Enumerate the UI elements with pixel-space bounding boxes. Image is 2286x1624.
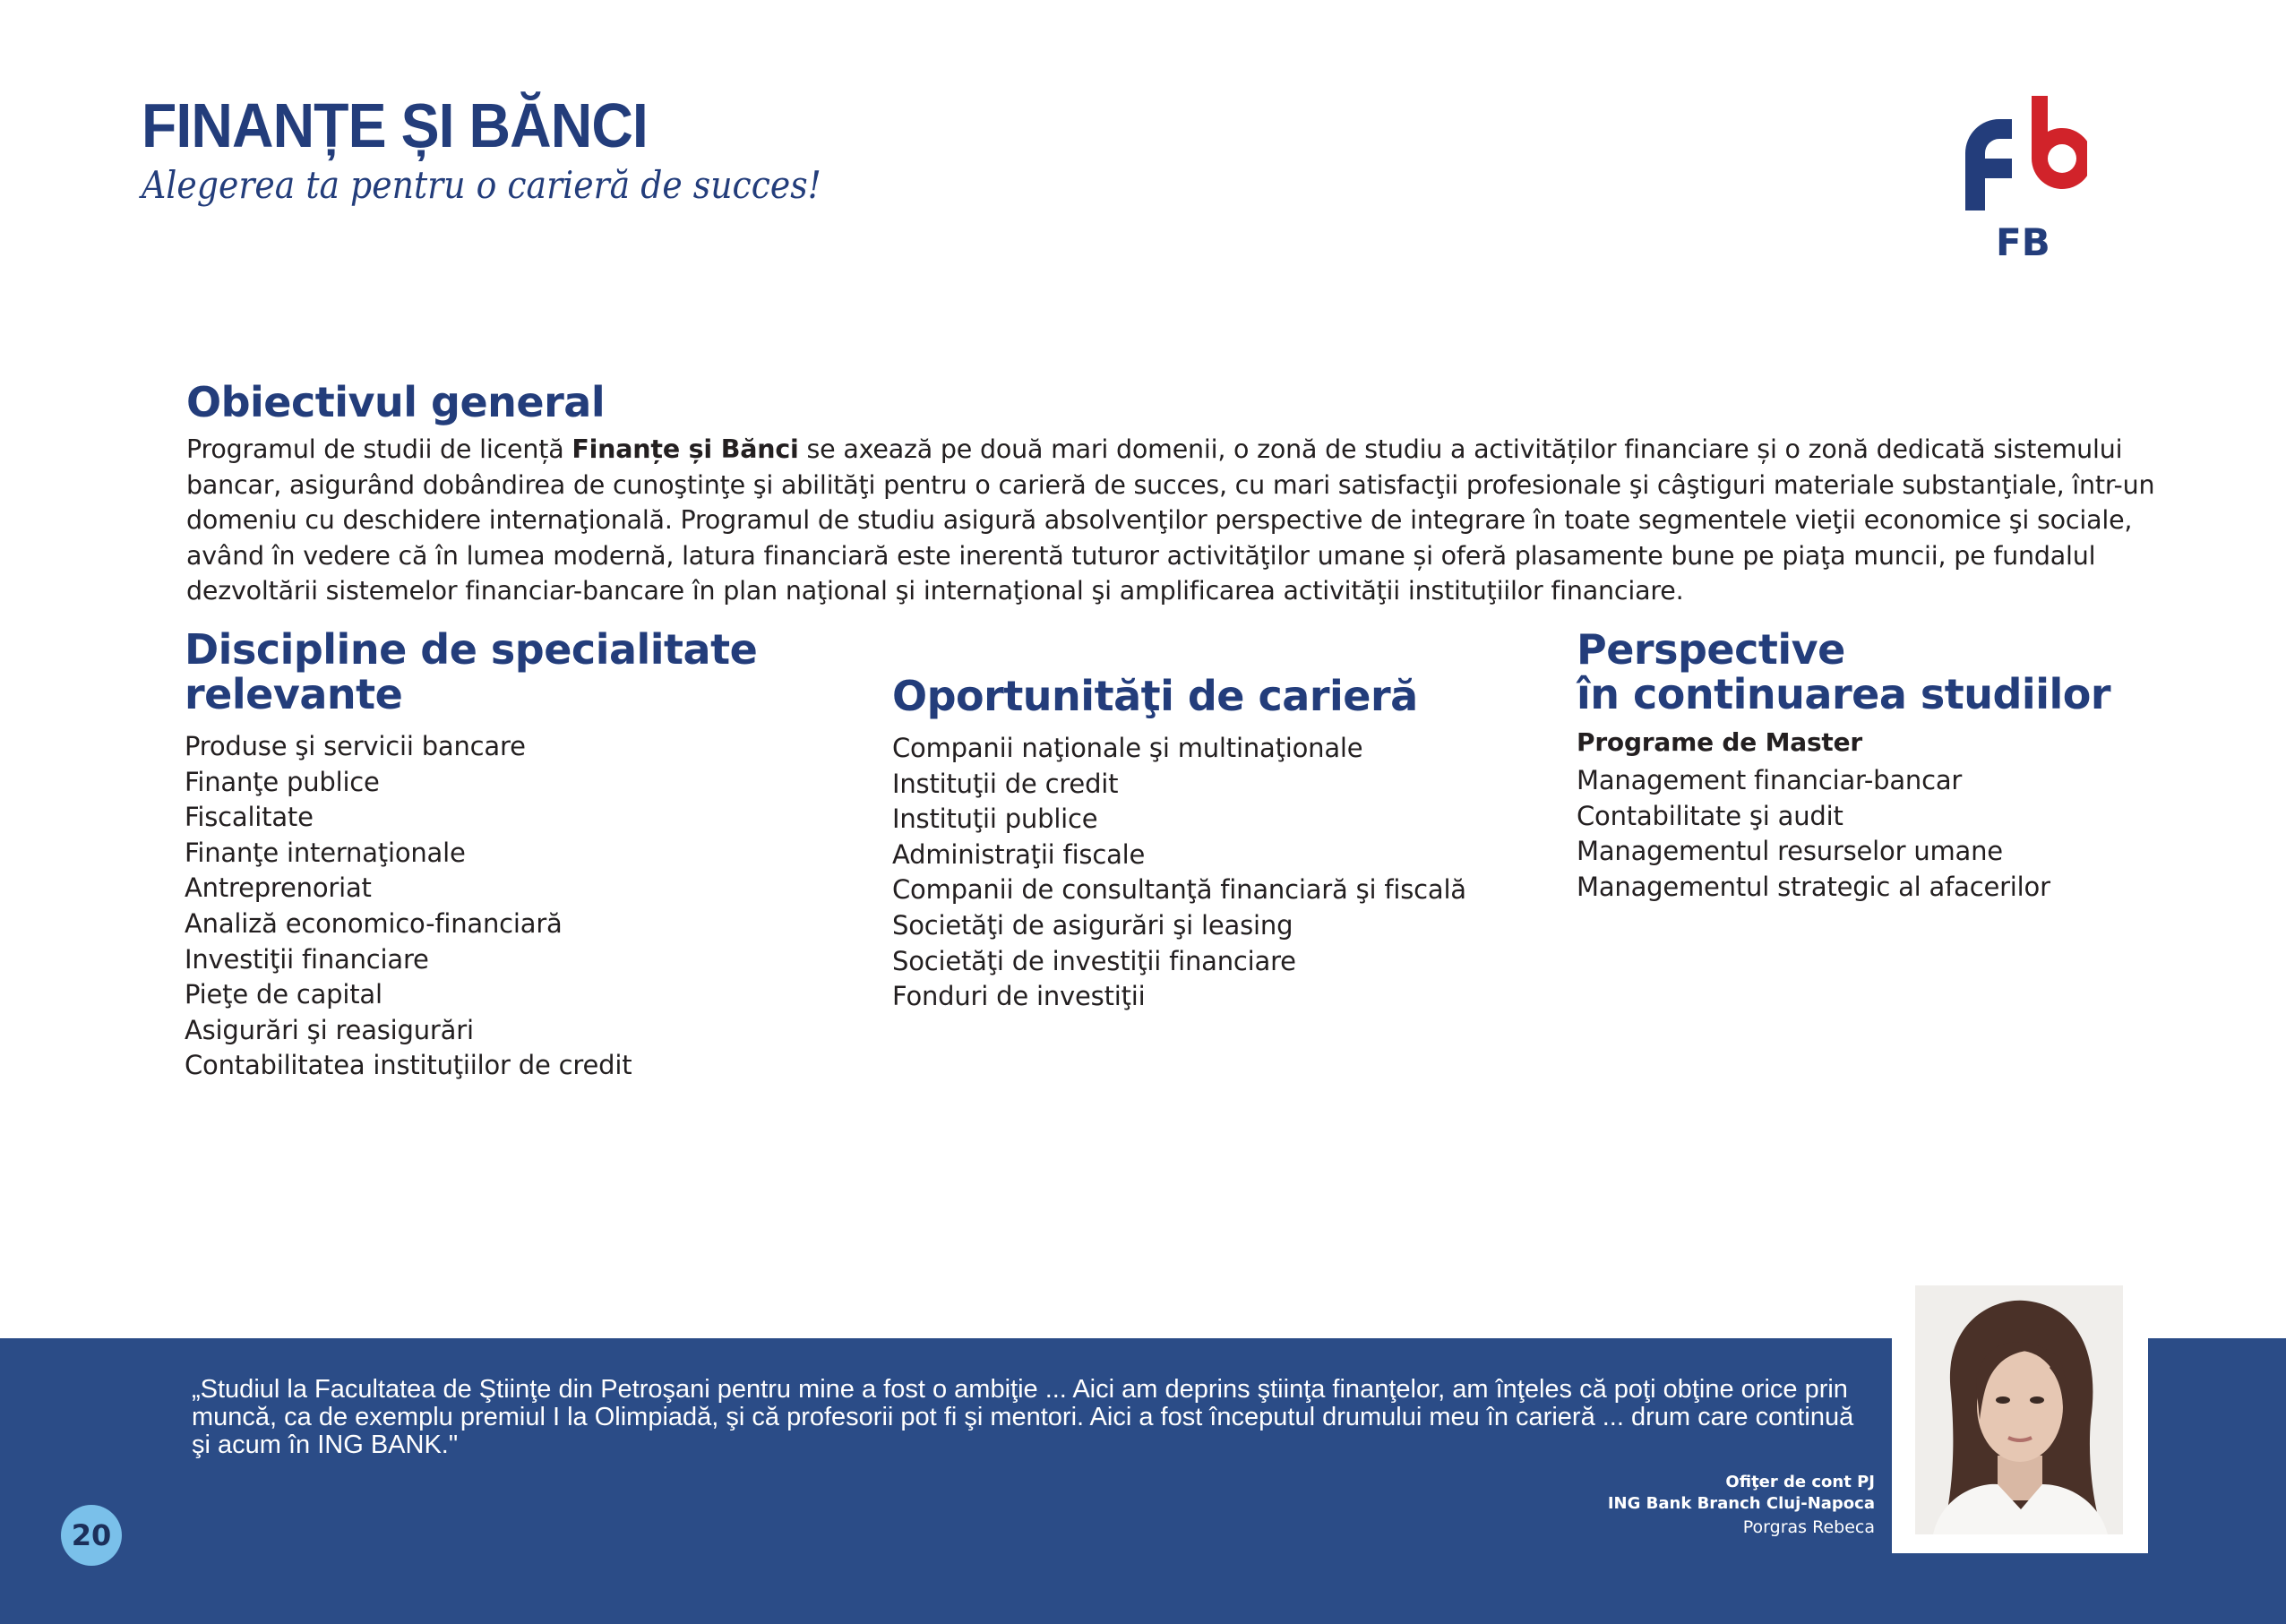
list-item: Companii de consultanţă financiară şi fiscală [892,874,1466,906]
master-programs-subheading: Programe de Master [1577,727,1863,757]
objective-text-start: Programul de studii de licență [186,434,572,464]
list-item: Contabilitatea instituţiilor de credit [185,1050,632,1081]
list-item: Finanţe internaţionale [185,837,466,868]
testimonial-name: Porgras Rebeca [1742,1517,1875,1537]
perspectives-heading-line2: în continuarea studiilor [1577,670,2111,718]
list-item: Produse şi servicii bancare [185,731,526,761]
disciplines-heading-line1: Discipline de specialitate [185,625,758,674]
list-item: Companii naţionale şi multinaţionale [892,733,1363,763]
careers-list [892,731,1466,1015]
list-item: Pieţe de capital [185,979,382,1010]
perspectives-heading [1577,627,2110,717]
list-item: Finanţe publice [185,766,380,797]
list-item: Managementul resurselor umane [1577,836,2003,867]
list-item: Instituţii de credit [892,768,1119,799]
list-item: Fiscalitate [185,802,314,833]
page-title: FINANȚE ȘI BĂNCI [142,90,648,160]
disciplines-heading [185,627,757,717]
disciplines-list [185,729,757,1084]
perspectives-heading-line1: Perspective [1577,625,1845,674]
list-item: Societăţi de investiţii financiare [892,945,1296,976]
perspectives-list [1577,763,2110,905]
list-item: Investiţii financiare [185,943,429,975]
list-item: Instituţii publice [892,803,1098,835]
list-item: Management financiar-bancar [1577,765,1963,795]
list-item: Asigurări şi reasigurări [185,1014,474,1045]
careers-heading: Oportunităţi de carieră [892,672,1418,720]
list-item: Societăţi de asigurări şi leasing [892,909,1293,941]
objective-paragraph [186,432,2157,609]
objective-text-rest: se axează pe două mari domenii, o zonă de studiu a activităților financiare și o zonă dedicată sistemului bancar, asigurând dobândirea de cunoştinţe şi abilităţi pentru o carieră de succes, cu mari satisfacţii profesionale şi câştiguri materiale substanţiale, într-un domeniu cu deschidere internaţională. Programul de studiu asigură absolvenţilor perspective de integrare în toate segmentele vieţii economice şi sociale, având în vedere că în lumea modernă, latura financiară este inerentă tuturor activităţilor umane și oferă plasamente bune pe piaţa muncii, pe fundalul dezvoltării sistemelor financiar-bancare în plan naţional şi internaţional şi amplificarea activităţii instituţiilor financiare. [186,434,2155,606]
testimonial-role: Ofiţer de cont PJ [1725,1473,1875,1491]
list-item: Antreprenoriat [185,872,372,904]
careers-section [892,674,1466,1015]
list-item: Managementul strategic al afacerilor [1577,871,2050,902]
page-number: 20 [61,1505,122,1566]
perspectives-section [1577,627,2110,905]
list-item: Fonduri de investiţii [892,981,1146,1012]
testimonial-photo [1915,1285,2123,1534]
testimonial-quote: „Studiul la Facultatea de Ştiinţe din Petroşani pentru mine a fost o ambiţie ... Aici am deprins ştiinţa finanţelor, am înţeles că poţi obţine orice prin muncă, ca de exemplu premiul I la Olimpiadă, şi că profesorii pot fi şi mentori. Aici a fost începutul drumului meu în carieră ... drum care continuă şi acum în ING BANK." [192,1375,1854,1459]
page-subtitle: Alegerea ta pentru o carieră de succes! [142,163,821,207]
portrait-illustration [1915,1285,2123,1534]
logo-text: FB [1996,220,2050,264]
program-name: Finanțe și Bănci [572,434,799,464]
list-item: Administraţii fiscale [892,838,1146,870]
list-item: Contabilitate şi audit [1577,800,1843,831]
disciplines-heading-line2: relevante [185,670,403,718]
testimonial-company: ING Bank Branch Cluj-Napoca [1607,1494,1875,1513]
objective-heading: Obiectivul general [186,378,606,426]
list-item: Analiză economico-financiară [185,907,563,939]
disciplines-section [185,627,757,1084]
